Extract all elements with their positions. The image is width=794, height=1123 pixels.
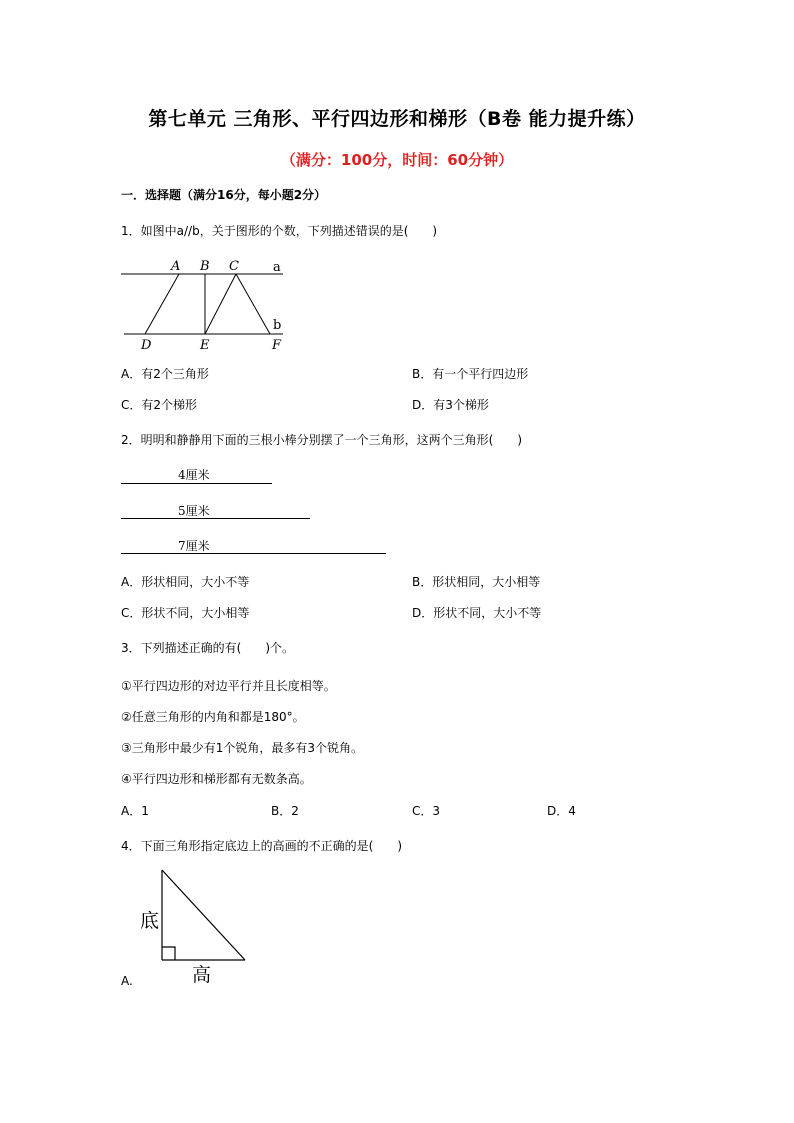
section-heading: 一．选择题（满分16分，每小题2分）: [121, 188, 327, 202]
stick-4cm-label: 4厘米: [178, 468, 210, 482]
q3-option-a: A．1: [121, 804, 149, 818]
label-line-b: b: [273, 318, 282, 333]
question-2-stem: 2．明明和静静用下面的三根小棒分别摆了一个三角形，这两个三角形( ): [121, 433, 523, 447]
q3-option-b: B．2: [271, 804, 299, 818]
stick-7cm-label: 7厘米: [178, 539, 210, 553]
q2-option-a: A．形状相同，大小不等: [121, 575, 250, 589]
label-b-point: B: [200, 259, 210, 274]
page-title: 第七单元 三角形、平行四边形和梯形（B卷 能力提升练）: [148, 108, 646, 130]
q2-option-c: C．形状不同，大小相等: [121, 606, 250, 620]
q4-option-a-label: A.: [121, 974, 133, 988]
q1-option-c: C．有2个梯形: [121, 398, 198, 412]
q3-statement-1: ①平行四边形的对边平行并且长度相等。: [121, 679, 336, 693]
q3-option-d: D．4: [547, 804, 576, 818]
question-1-stem: 1．如图中a//b，关于图形的个数，下列描述错误的是( ): [121, 224, 438, 238]
q3-statement-3: ③三角形中最少有1个锐角，最多有3个锐角。: [121, 741, 364, 755]
stick-5cm-label: 5厘米: [178, 504, 210, 518]
label-a-point: A: [171, 259, 181, 274]
label-line-a: a: [273, 260, 281, 275]
q2-option-d: D．形状不同，大小不等: [412, 606, 542, 620]
right-angle-mark: [162, 947, 175, 960]
q3-statement-2: ②任意三角形的内角和都是180°。: [121, 710, 305, 724]
q3-option-c: C．3: [412, 804, 441, 818]
label-base: 底: [140, 910, 160, 932]
question-4-stem: 4．下面三角形指定底边上的高画的不正确的是( ): [121, 839, 403, 853]
label-height: 高: [192, 964, 212, 986]
q1-option-b: B．有一个平行四边形: [412, 367, 529, 381]
question-3-stem: 3．下列描述正确的有( )个。: [121, 641, 294, 655]
q1-option-a: A．有2个三角形: [121, 367, 209, 381]
exam-info: （满分：100分，时间：60分钟）: [280, 151, 514, 169]
q2-option-b: B．形状相同，大小相等: [412, 575, 541, 589]
q1-option-d: D．有3个梯形: [412, 398, 489, 412]
label-f-point: F: [272, 338, 282, 353]
q3-statement-4: ④平行四边形和梯形都有无数条高。: [121, 772, 312, 786]
label-c-point: C: [229, 259, 239, 274]
label-d-point: D: [141, 338, 152, 353]
label-e-point: E: [200, 338, 210, 353]
